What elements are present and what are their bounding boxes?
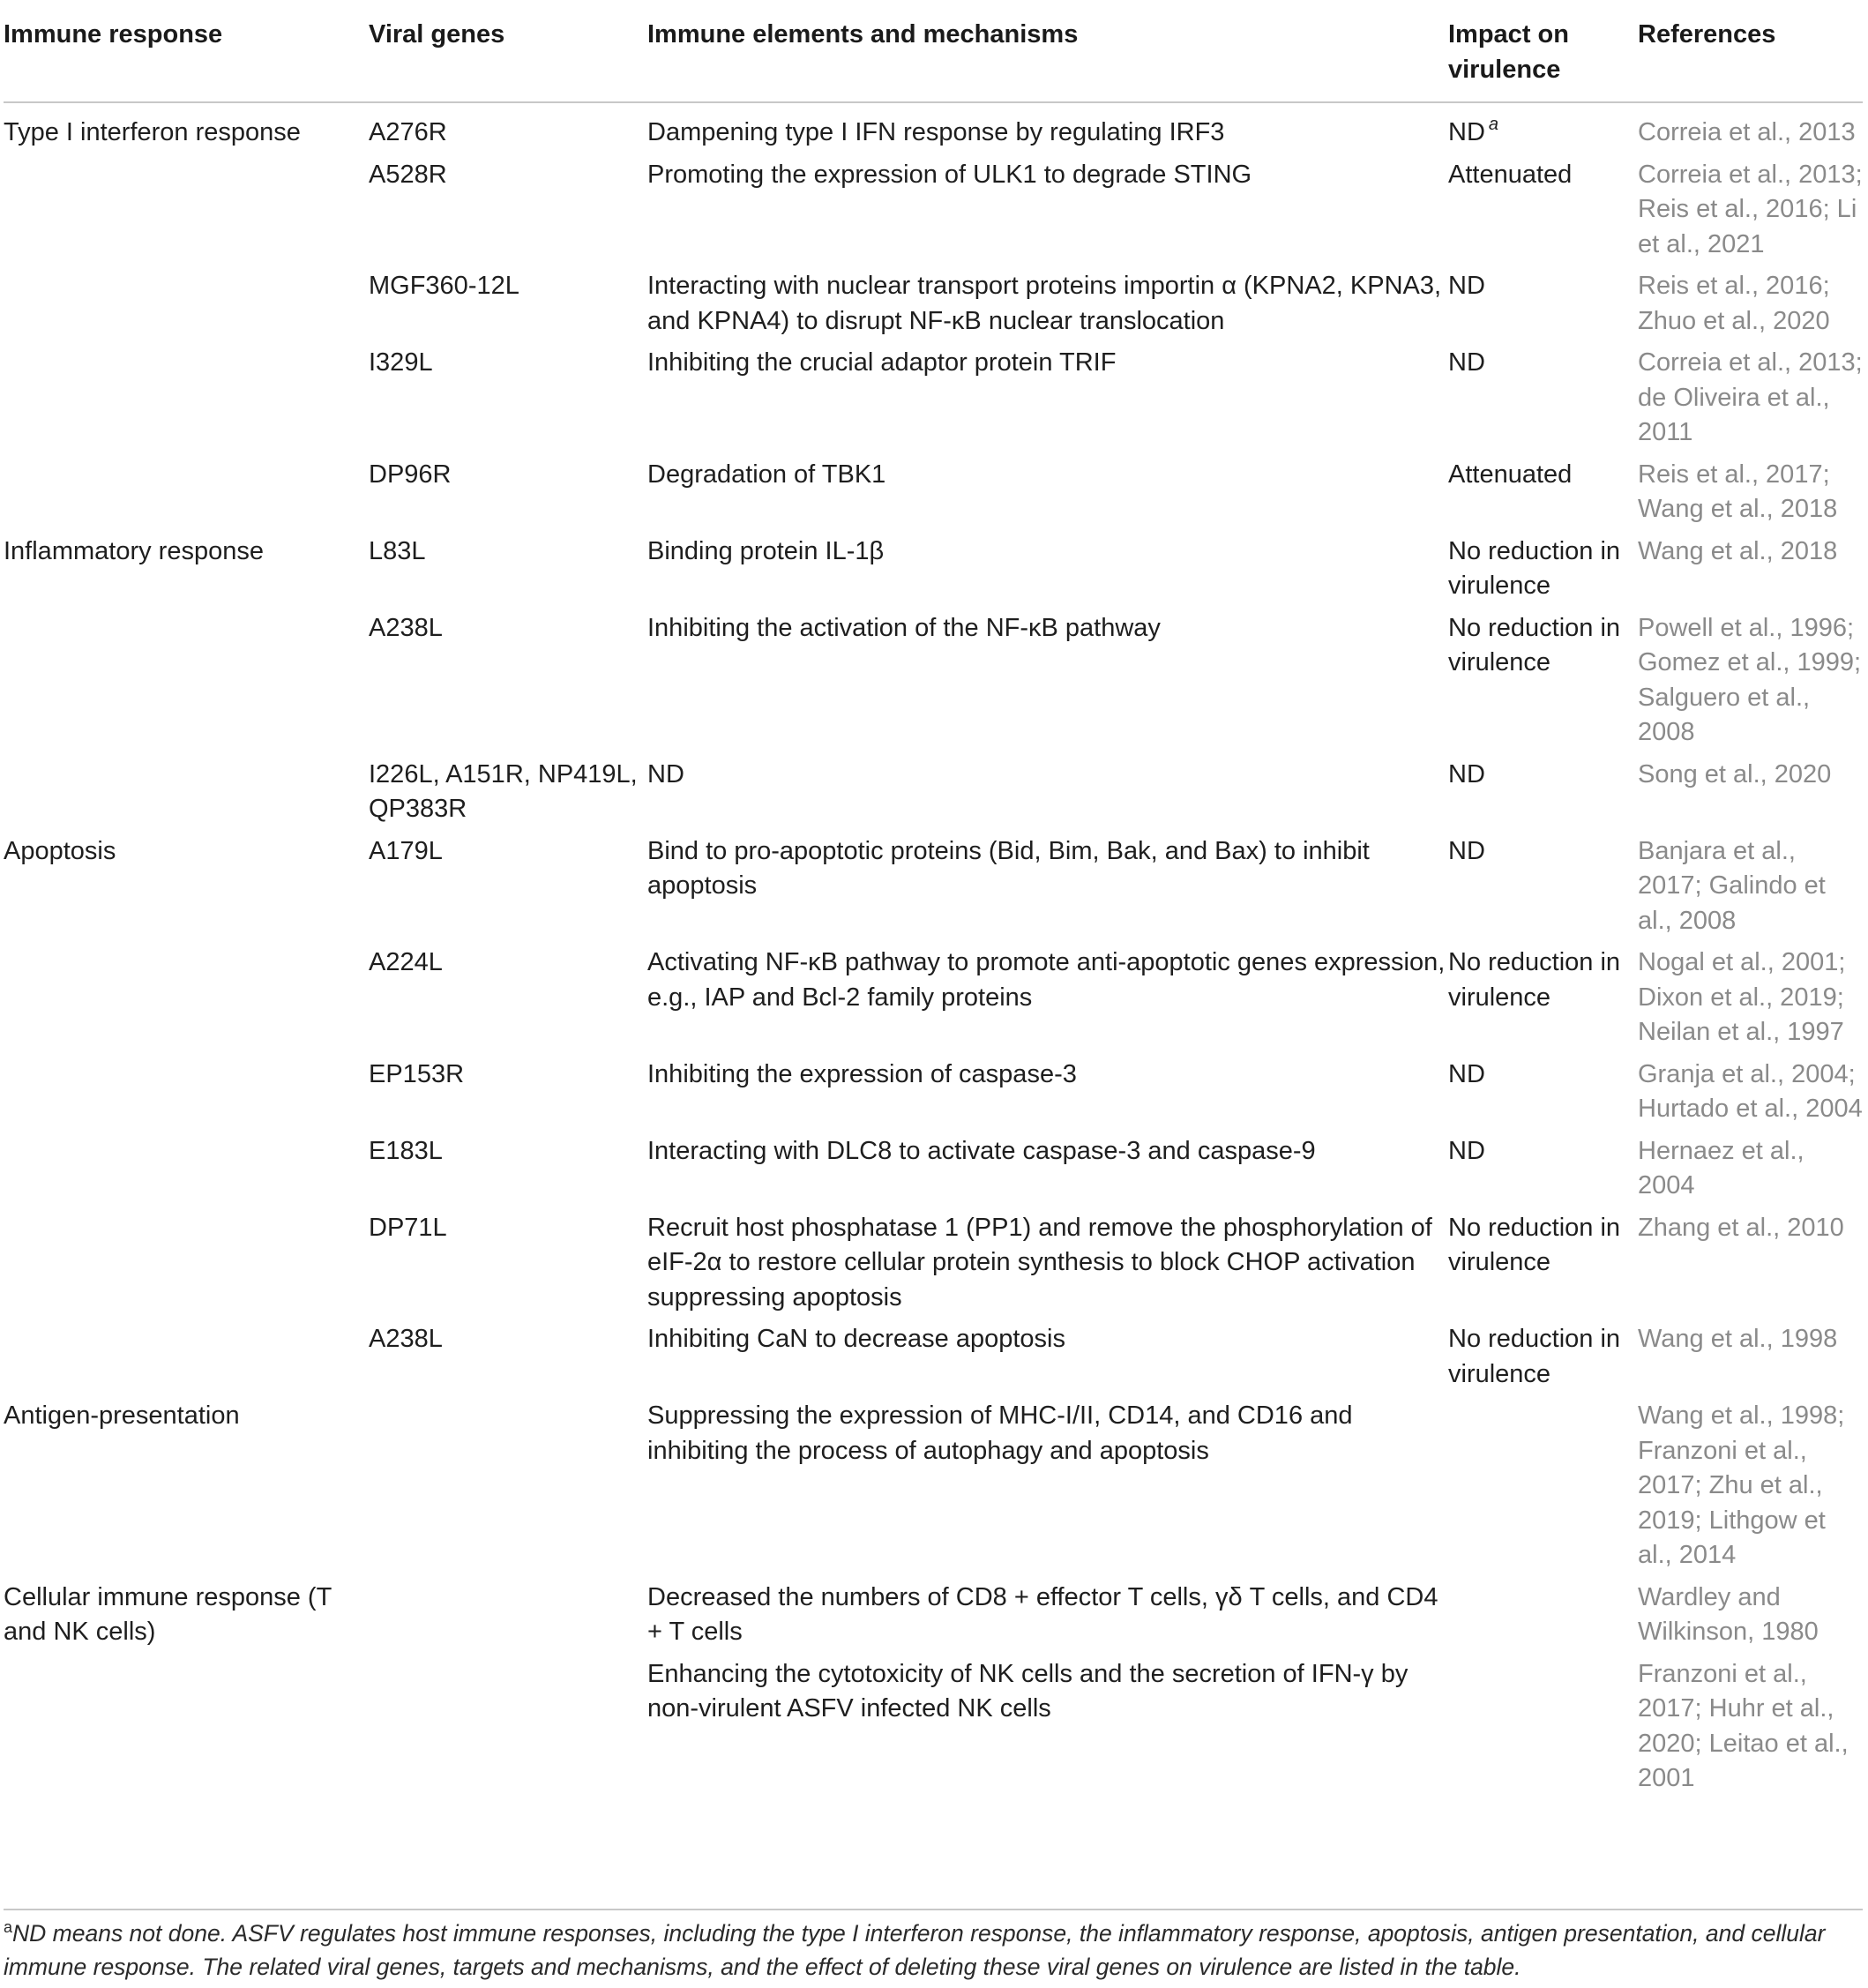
cell-references [1638, 945, 1863, 1058]
cell-impact [1448, 1322, 1638, 1399]
footnote-mark: a [4, 1918, 13, 1936]
cell-references-text: Correia et al., 2013; Reis et al., 2016; Li et al., 2021 [1638, 160, 1863, 258]
table-row [4, 758, 1863, 834]
cell-immune-response [4, 1581, 369, 1657]
cell-immune-response [4, 758, 369, 834]
table-row [4, 269, 1863, 346]
cell-mechanism [647, 269, 1448, 346]
cell-immune-response [4, 834, 369, 946]
cell-impact-text: ND [1448, 759, 1485, 788]
cell-viral-genes-text: A528R [369, 160, 447, 189]
cell-viral-genes-text: A238L [369, 613, 443, 642]
cell-references-text: Reis et al., 2016; Zhuo et al., 2020 [1638, 272, 1830, 335]
cell-mechanism [647, 102, 1448, 158]
header-references: References [1638, 20, 1776, 49]
cell-impact-text: No reduction in virulence [1448, 1325, 1621, 1388]
cell-references [1638, 834, 1863, 946]
cell-mechanism [647, 534, 1448, 611]
cell-mechanism [647, 758, 1448, 834]
cell-impact-text: No reduction in virulence [1448, 1213, 1621, 1276]
cell-immune-response [4, 458, 369, 534]
cell-references [1638, 1058, 1863, 1134]
cell-references [1638, 611, 1863, 758]
footnote-marker: a [1488, 115, 1499, 134]
cell-mechanism [647, 1211, 1448, 1323]
header-viral-genes: Viral genes [369, 20, 505, 49]
cell-viral-genes-text: A224L [369, 948, 443, 976]
cell-immune-response [4, 1058, 369, 1134]
table-row [4, 611, 1863, 758]
table-row [4, 158, 1863, 270]
table-row [4, 945, 1863, 1058]
cell-impact [1448, 102, 1638, 158]
cell-references [1638, 1581, 1863, 1657]
cell-impact-text: Attenuated [1448, 460, 1573, 489]
cell-mechanism-text: Activating NF-κB pathway to promote anti-apoptotic genes expression, e.g., IAP and Bcl-2 family proteins [647, 948, 1446, 1012]
cell-references [1638, 1657, 1863, 1809]
cell-viral-genes-text: EP153R [369, 1059, 465, 1088]
cell-viral-genes-text: E183L [369, 1136, 443, 1165]
cell-mechanism-text: Inhibiting the expression of caspase-3 [647, 1059, 1077, 1088]
cell-viral-genes-text: DP71L [369, 1213, 447, 1242]
cell-immune-response [4, 158, 369, 270]
cell-impact [1448, 1211, 1638, 1323]
cell-mechanism-text: Binding protein IL-1β [647, 536, 885, 565]
cell-impact [1448, 1058, 1638, 1134]
cell-viral-genes-text: I226L, A151R, NP419L, QP383R [369, 759, 638, 823]
cell-references [1638, 102, 1863, 158]
table-row [4, 1134, 1863, 1211]
cell-mechanism-text: Interacting with DLC8 to activate caspase-3 and caspase-9 [647, 1136, 1316, 1165]
cell-viral-genes [369, 1058, 647, 1134]
cell-immune-response [4, 534, 369, 611]
cell-references [1638, 269, 1863, 346]
cell-immune-response [4, 269, 369, 346]
cell-viral-genes [369, 1581, 647, 1657]
cell-viral-genes [369, 1399, 647, 1581]
cell-references-text: Hernaez et al., 2004 [1638, 1136, 1804, 1200]
cell-mechanism [647, 945, 1448, 1058]
header-impact: Impact on virulence [1448, 20, 1569, 84]
cell-references-text: Reis et al., 2017; Wang et al., 2018 [1638, 460, 1838, 523]
cell-mechanism-text: Degradation of TBK1 [647, 460, 886, 489]
cell-impact [1448, 1399, 1638, 1581]
table-row [4, 1211, 1863, 1323]
cell-mechanism [647, 1399, 1448, 1581]
cell-viral-genes-text: L83L [369, 536, 426, 565]
cell-viral-genes [369, 945, 647, 1058]
cell-mechanism [647, 458, 1448, 534]
cell-viral-genes [369, 269, 647, 346]
cell-mechanism-text: Interacting with nuclear transport proteins importin α (KPNA2, KPNA3, and KPNA4) to disrupt NF-κB nuclear translocation [647, 272, 1442, 335]
cell-impact [1448, 346, 1638, 458]
cell-mechanism [647, 1581, 1448, 1657]
cell-references-text: Powell et al., 1996; Gomez et al., 1999; Salguero et al., 2008 [1638, 613, 1862, 746]
cell-impact-text: ND [1448, 272, 1485, 300]
cell-viral-genes [369, 346, 647, 458]
cell-references [1638, 534, 1863, 611]
cell-viral-genes [369, 1657, 647, 1809]
cell-impact [1448, 758, 1638, 834]
cell-references-text: Wardley and Wilkinson, 1980 [1638, 1582, 1819, 1646]
cell-references-text: Franzoni et al., 2017; Huhr et al., 2020; Leitao et al., 2001 [1638, 1659, 1849, 1792]
table-row [4, 1399, 1863, 1581]
cell-references-text: Wang et al., 1998 [1638, 1325, 1838, 1353]
cell-references-text: Song et al., 2020 [1638, 759, 1832, 788]
cell-impact [1448, 1134, 1638, 1211]
table-row [4, 458, 1863, 534]
cell-impact [1448, 269, 1638, 346]
cell-impact [1448, 1581, 1638, 1657]
cell-viral-genes [369, 1211, 647, 1323]
footnote-text: ND means not done. ASFV regulates host immune responses, including the type I interferon response, the inflammatory response, apoptosis, antigen presentation, and cellular immune response. The related viral genes, targets and mechanisms, and the effect of deleting these viral genes on virulence are listed in the table. [4, 1920, 1826, 1980]
cell-mechanism-text: Decreased the numbers of CD8 + effector T cells, γδ T cells, and CD4 + T cells [647, 1582, 1438, 1646]
cell-mechanism [647, 1134, 1448, 1211]
cell-impact-text: ND [1448, 118, 1485, 146]
cell-viral-genes [369, 1134, 647, 1211]
cell-impact [1448, 534, 1638, 611]
cell-mechanism [647, 1322, 1448, 1399]
cell-viral-genes-text: MGF360-12L [369, 272, 519, 300]
cell-viral-genes [369, 534, 647, 611]
cell-impact [1448, 945, 1638, 1058]
cell-mechanism [647, 611, 1448, 758]
cell-immune-response-text: Type I interferon response [4, 118, 301, 146]
cell-immune-response [4, 1322, 369, 1399]
cell-references [1638, 346, 1863, 458]
cell-references [1638, 158, 1863, 270]
table-row [4, 1581, 1863, 1657]
cell-immune-response [4, 1399, 369, 1581]
cell-impact [1448, 158, 1638, 270]
cell-viral-genes [369, 458, 647, 534]
cell-references-text: Wang et al., 2018 [1638, 536, 1838, 565]
cell-immune-response-text: Antigen-presentation [4, 1401, 240, 1430]
cell-references-text: Wang et al., 1998; Franzoni et al., 2017; Zhu et al., 2019; Lithgow et al., 2014 [1638, 1401, 1845, 1569]
cell-mechanism-text: Promoting the expression of ULK1 to degrade STING [647, 160, 1252, 189]
cell-impact-text: No reduction in virulence [1448, 613, 1621, 676]
cell-impact-text: ND [1448, 836, 1485, 865]
table-row [4, 534, 1863, 611]
cell-viral-genes-text: I329L [369, 348, 433, 377]
cell-impact-text: Attenuated [1448, 160, 1573, 189]
cell-references-text: Banjara et al., 2017; Galindo et al., 2008 [1638, 836, 1826, 935]
cell-references [1638, 1322, 1863, 1399]
cell-immune-response [4, 1657, 369, 1809]
cell-immune-response [4, 1211, 369, 1323]
table-row [4, 346, 1863, 458]
cell-references-text: Nogal et al., 2001; Dixon et al., 2019; Neilan et al., 1997 [1638, 948, 1846, 1046]
cell-references-text: Zhang et al., 2010 [1638, 1213, 1844, 1242]
immune-evasion-table [4, 0, 1863, 1809]
cell-impact [1448, 1657, 1638, 1809]
table-footnote [4, 1917, 1863, 1984]
cell-references-text: Correia et al., 2013; de Oliveira et al., 2011 [1638, 348, 1863, 446]
cell-mechanism-text: Inhibiting the activation of the NF-κB pathway [647, 613, 1161, 642]
cell-viral-genes-text: A238L [369, 1325, 443, 1353]
header-immune-response: Immune response [4, 20, 223, 49]
cell-immune-response [4, 611, 369, 758]
table-row [4, 1058, 1863, 1134]
cell-viral-genes [369, 1322, 647, 1399]
cell-impact-text: ND [1448, 1059, 1485, 1088]
cell-immune-response [4, 346, 369, 458]
cell-immune-response [4, 1134, 369, 1211]
cell-mechanism-text: Recruit host phosphatase 1 (PP1) and remove the phosphorylation of eIF-2α to restore cellular protein synthesis to block CHOP activation suppressing apoptosis [647, 1213, 1432, 1312]
cell-impact [1448, 611, 1638, 758]
cell-mechanism-text: Enhancing the cytotoxicity of NK cells and the secretion of IFN-γ by non-virulent ASFV infected NK cells [647, 1659, 1408, 1723]
table-row [4, 1322, 1863, 1399]
cell-references-text: Correia et al., 2013 [1638, 118, 1856, 146]
cell-mechanism-text: Bind to pro-apoptotic proteins (Bid, Bim, Bak, and Bax) to inhibit apoptosis [647, 836, 1370, 900]
cell-impact-text: ND [1448, 1136, 1485, 1165]
cell-mechanism [647, 834, 1448, 946]
table-body [4, 102, 1863, 1809]
cell-mechanism [647, 1058, 1448, 1134]
cell-references [1638, 1211, 1863, 1323]
cell-immune-response-text: Cellular immune response (T and NK cells) [4, 1582, 332, 1646]
cell-immune-response [4, 945, 369, 1058]
cell-mechanism-text: Inhibiting the crucial adaptor protein TRIF [647, 348, 1117, 377]
cell-mechanism-text: Dampening type I IFN response by regulating IRF3 [647, 118, 1225, 146]
cell-viral-genes-text: DP96R [369, 460, 452, 489]
cell-viral-genes-text: A179L [369, 836, 443, 865]
cell-mechanism [647, 158, 1448, 270]
header-row [4, 0, 1863, 102]
cell-mechanism-text: ND [647, 759, 684, 788]
cell-viral-genes [369, 102, 647, 158]
cell-impact-text: No reduction in virulence [1448, 536, 1621, 600]
cell-immune-response [4, 102, 369, 158]
cell-impact-text: ND [1448, 348, 1485, 377]
table-bottom-rule [4, 1909, 1863, 1910]
cell-impact [1448, 834, 1638, 946]
cell-viral-genes-text: A276R [369, 118, 447, 146]
cell-impact [1448, 458, 1638, 534]
cell-impact-text: No reduction in virulence [1448, 948, 1621, 1012]
cell-viral-genes [369, 158, 647, 270]
table-row [4, 1657, 1863, 1809]
cell-references [1638, 458, 1863, 534]
table-header [4, 0, 1863, 102]
cell-references [1638, 1134, 1863, 1211]
cell-references-text: Granja et al., 2004; Hurtado et al., 2004 [1638, 1059, 1863, 1123]
table-row [4, 834, 1863, 946]
header-mechanisms: Immune elements and mechanisms [647, 20, 1079, 49]
cell-mechanism-text: Suppressing the expression of MHC-I/II, CD14, and CD16 and inhibiting the process of autophagy and apoptosis [647, 1401, 1353, 1465]
cell-immune-response-text: Apoptosis [4, 836, 116, 865]
cell-references [1638, 758, 1863, 834]
table-row [4, 102, 1863, 158]
cell-viral-genes [369, 611, 647, 758]
cell-viral-genes [369, 758, 647, 834]
cell-immune-response-text: Inflammatory response [4, 536, 264, 565]
cell-mechanism-text: Inhibiting CaN to decrease apoptosis [647, 1325, 1065, 1353]
cell-references [1638, 1399, 1863, 1581]
cell-mechanism [647, 1657, 1448, 1809]
cell-mechanism [647, 346, 1448, 458]
cell-viral-genes [369, 834, 647, 946]
